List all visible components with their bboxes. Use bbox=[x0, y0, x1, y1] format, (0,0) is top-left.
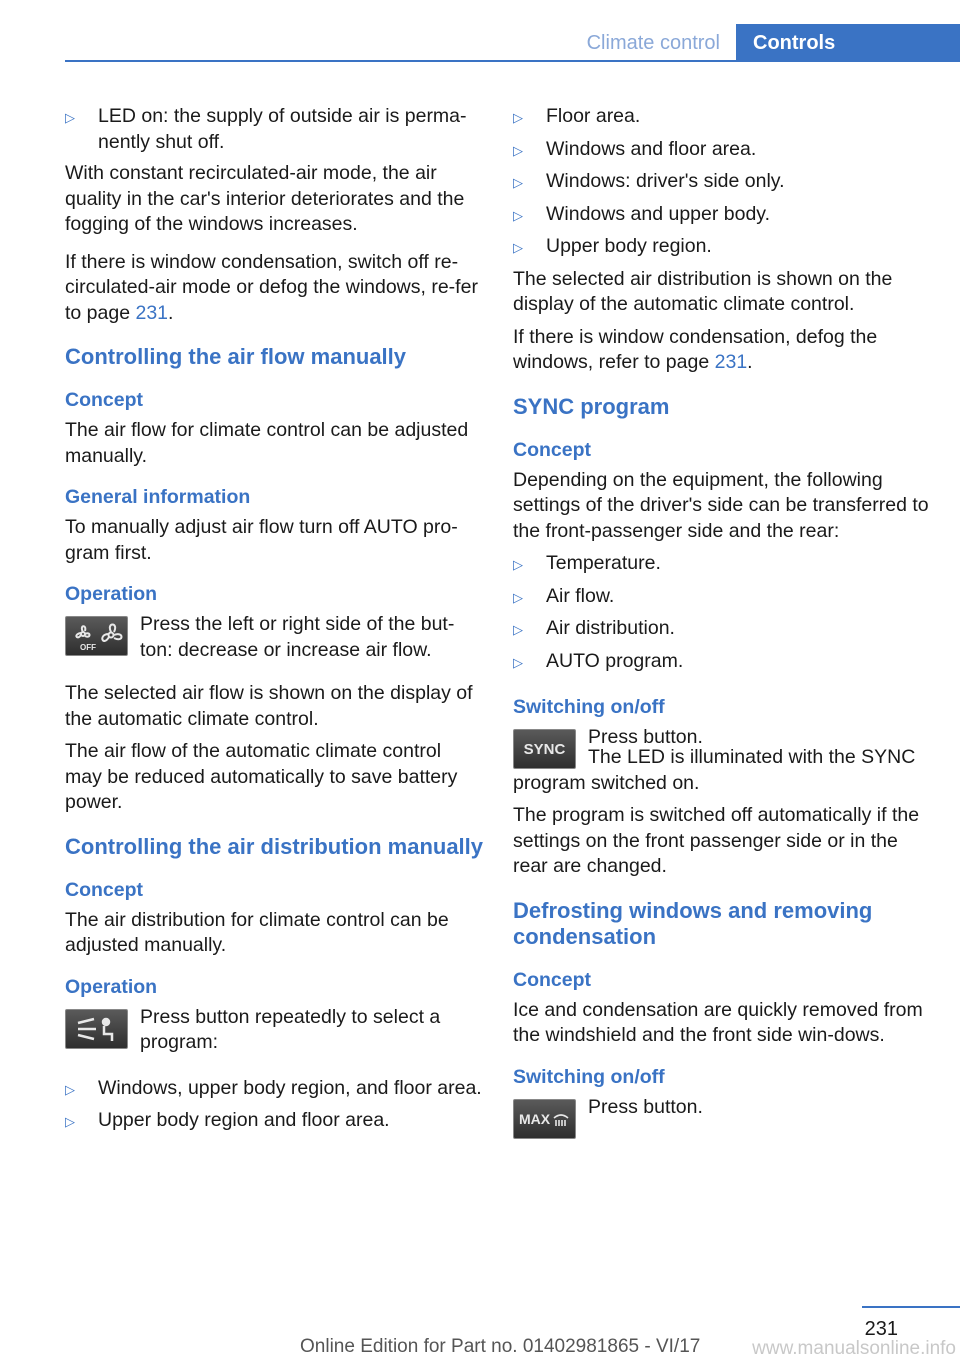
paragraph-text: If there is window condensation, switch off re‐circulated-air mode or defog the windows, re‐fer to page bbox=[65, 250, 478, 324]
list-marker-icon: ▷ bbox=[513, 175, 523, 190]
list-marker-icon: ▷ bbox=[513, 142, 523, 158]
list-item bbox=[513, 584, 933, 611]
list-marker-icon: ▷ bbox=[65, 1114, 75, 1129]
paragraph: Press the left or right side of the but‐ton: decrease or increase air flow. bbox=[140, 613, 455, 661]
list-item bbox=[513, 202, 933, 229]
paragraph: The selected air flow is shown on the display of the automatic climate control. bbox=[65, 682, 473, 730]
list-item-text: Temperature. bbox=[546, 552, 661, 574]
paragraph-text: . bbox=[168, 301, 174, 324]
list-item-text: Windows and upper body. bbox=[546, 202, 771, 225]
list-marker-icon: ▷ bbox=[65, 110, 75, 125]
max-button-label: MAX bbox=[518, 1110, 551, 1127]
sync-list bbox=[513, 551, 933, 675]
list-marker-icon: ▷ bbox=[513, 589, 523, 605]
button-instruction bbox=[65, 612, 483, 669]
right-column bbox=[513, 104, 933, 1147]
list-marker-icon: ▷ bbox=[65, 1081, 75, 1097]
button-instruction bbox=[65, 1005, 483, 1062]
list-marker-icon: ▷ bbox=[513, 654, 523, 670]
paragraph-text: . bbox=[747, 351, 753, 373]
list-item bbox=[513, 104, 933, 131]
paragraph: The selected air distribution is shown on the display of the automatic climate control. bbox=[513, 267, 893, 315]
subheading: Switching on/off bbox=[513, 696, 665, 718]
paragraph: Press button. bbox=[588, 1095, 703, 1118]
list-item-text: LED on: the supply of outside air is perma‐nently shut off. bbox=[98, 105, 467, 153]
paragraph: With constant recirculated-air mode, the air quality in the car's interior deteriorates and the fogging of the windows increases. bbox=[65, 162, 465, 235]
list-item bbox=[513, 234, 933, 261]
list-item-text: Air flow. bbox=[546, 584, 615, 607]
subheading: Operation bbox=[65, 975, 158, 998]
watermark: www.manualsonline.info bbox=[752, 1338, 956, 1359]
section-heading: SYNC program bbox=[513, 393, 670, 419]
list-item bbox=[65, 1076, 483, 1103]
section-heading: Controlling the air distribution manually bbox=[65, 833, 484, 859]
subheading: General information bbox=[65, 486, 251, 508]
page-number: 231 bbox=[864, 1318, 898, 1340]
list-marker-icon: ▷ bbox=[513, 240, 523, 255]
list-item-text: Windows and floor area. bbox=[546, 137, 757, 160]
paragraph bbox=[513, 325, 933, 376]
list-item-text: Upper body region and floor area. bbox=[98, 1109, 390, 1131]
subheading: Concept bbox=[513, 438, 591, 461]
paragraph: The air flow of the automatic climate control may be reduced automatically to save battery power. bbox=[65, 740, 458, 813]
list-item bbox=[513, 616, 933, 643]
paragraph bbox=[65, 250, 483, 327]
fan-icon bbox=[69, 619, 125, 653]
subheading: Switching on/off bbox=[513, 1065, 665, 1088]
list-item bbox=[513, 649, 933, 676]
subheading: Concept bbox=[65, 389, 143, 411]
left-column bbox=[65, 104, 483, 1141]
list-item-text: Upper body region. bbox=[546, 235, 712, 257]
list-item-text: AUTO program. bbox=[546, 649, 684, 672]
subheading: Concept bbox=[65, 878, 143, 901]
list-marker-icon: ▷ bbox=[513, 557, 523, 572]
section-heading: Controlling the air flow manually bbox=[65, 344, 407, 369]
subheading: Operation bbox=[65, 583, 158, 605]
program-list bbox=[513, 104, 933, 261]
list-marker-icon: ▷ bbox=[513, 110, 523, 125]
max-defrost-button-icon bbox=[513, 1099, 576, 1139]
list-item-text: Windows, upper body region, and floor area. bbox=[98, 1076, 482, 1099]
sync-button-icon: SYNC bbox=[513, 729, 576, 769]
paragraph: Ice and condensation are quickly removed from the windshield and the front side win‐dows. bbox=[513, 998, 923, 1046]
button-instruction bbox=[513, 1095, 933, 1139]
footer-rule bbox=[862, 1306, 960, 1308]
paragraph: The air flow for climate control can be adjusted manually. bbox=[65, 419, 469, 467]
header-section-title: Climate control bbox=[586, 32, 720, 54]
section-heading: Defrosting windows and removing condensation bbox=[513, 897, 873, 949]
list-item-text: Air distribution. bbox=[546, 617, 675, 639]
list-item-text: Floor area. bbox=[546, 105, 641, 127]
subheading: Concept bbox=[513, 968, 591, 991]
header-tab-controls[interactable]: Controls bbox=[736, 24, 960, 62]
program-list bbox=[65, 1076, 483, 1135]
paragraph: Press button. bbox=[588, 726, 703, 748]
paragraph: Depending on the equipment, the following settings of the driver's side can be transferred to the front-passenger side and the rear: bbox=[513, 468, 929, 542]
paragraph: The LED is illuminated with the SYNC program switched on. bbox=[513, 746, 916, 794]
list-item bbox=[513, 551, 933, 578]
page-reference-link[interactable]: 231 bbox=[714, 351, 748, 373]
list-item bbox=[513, 169, 933, 196]
airflow-button-icon bbox=[65, 616, 128, 656]
paragraph: The program is switched off automatically if the settings on the front passenger side or in the rear are changed. bbox=[513, 804, 920, 877]
paragraph-text: If there is window condensation, defog the windows, refer to page bbox=[513, 325, 878, 373]
page-reference-link[interactable]: 231 bbox=[135, 301, 169, 324]
defrost-icon bbox=[552, 1110, 570, 1128]
list-item bbox=[65, 1108, 483, 1135]
list-marker-icon: ▷ bbox=[513, 207, 523, 223]
edition-note: Online Edition for Part no. 01402981865 - VI/17 bbox=[300, 1336, 701, 1357]
paragraph: The air distribution for climate control can be adjusted manually. bbox=[65, 908, 449, 956]
list-item-text: Windows: driver's side only. bbox=[546, 170, 785, 192]
list-item bbox=[65, 104, 483, 155]
list-marker-icon: ▷ bbox=[513, 622, 523, 637]
paragraph: To manually adjust air flow turn off AUTO pro‐gram first. bbox=[65, 516, 458, 564]
airflow-button-label: OFF bbox=[79, 643, 96, 652]
air-distribution-icon bbox=[72, 1014, 122, 1044]
list-item bbox=[513, 137, 933, 164]
header-rule bbox=[65, 60, 960, 62]
paragraph: Press button repeatedly to select a program: bbox=[140, 1005, 441, 1053]
air-distribution-button-icon bbox=[65, 1009, 128, 1049]
